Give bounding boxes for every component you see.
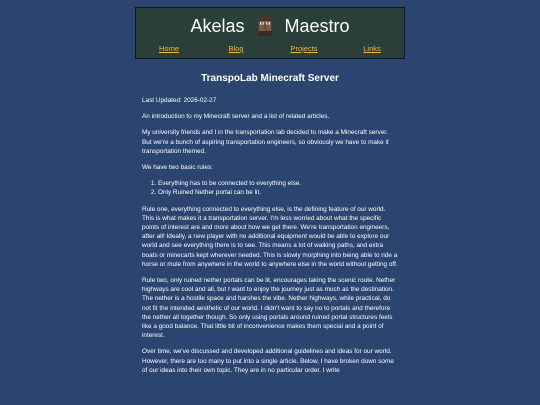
rules-list [142,179,398,197]
article-paragraph: Rule one, everything connected to everything else, is the defining feature of our world. This is what makes it a transportation server. I'm less worried about what the specific points of interest are and more about how we get there. We're transportation engineers, after all! Ideally, a new player with no additional equipment would be able to explore our world and see everything there is to see. This means a lot of walking paths, and extra boats or minecarts kept wherever needed. This is slowly morphing into being able to ride a horse or mule from anywhere in the world to anywhere else in the world without getting off. [142,205,398,268]
article-intro: An introduction to my Minecraft server and a list of related articles. [142,113,330,121]
site-header [135,7,405,59]
rule-item: 1. Everything has to be connected to everything else. [158,179,398,188]
last-updated: Last Updated: 2026-02-27 [142,97,217,104]
article [142,72,398,382]
main-nav [136,44,404,56]
rule-item: 2. Only Ruined Nether portal can be lit. [158,188,398,197]
nav-link-links[interactable]: Links [363,44,381,53]
nav-link-blog[interactable]: Blog [228,44,244,53]
article-paragraph: Rule two, only ruined nether portals can be lit, encourages taking the scenic route. Nether highways are cool and all, but I want to enjoy the journey just as much as the destination. The nether is a hostile space and harshes the vibe. Nether highways, while practical, do not fit the intended aesthetic of our world. I didn't want to say no to portals and therefore the nether all together though. So only using portals around ruined portal structures feels like a good balance. That little bit of inconvenience makes them special and a point of interest. [142,277,396,340]
nav-link-home[interactable]: Home [158,44,180,53]
nav-link-projects[interactable]: Projects [290,44,318,53]
article-paragraph: My university friends and I in the transportation lab decided to make a Minecraft server. But we're a bunch of aspiring transportation engineers, so obviously we have to make it transportation themed. [142,129,389,155]
site-title-left: Akelas [190,16,245,36]
rules-intro: We have two basic rules: [142,164,213,172]
site-title[interactable] [136,15,404,37]
villager-head-icon [255,16,275,36]
site-title-right: Maestro [284,16,350,36]
article-paragraph: Over time, we've discussed and developed additional guidelines and ideas for our world. However, there are too many to put into a single article. Below, I have broken down some of our ideas into their own topic. They are in no particular order. I write [142,348,394,374]
page-title: TranspoLab Minecraft Server [201,73,339,84]
